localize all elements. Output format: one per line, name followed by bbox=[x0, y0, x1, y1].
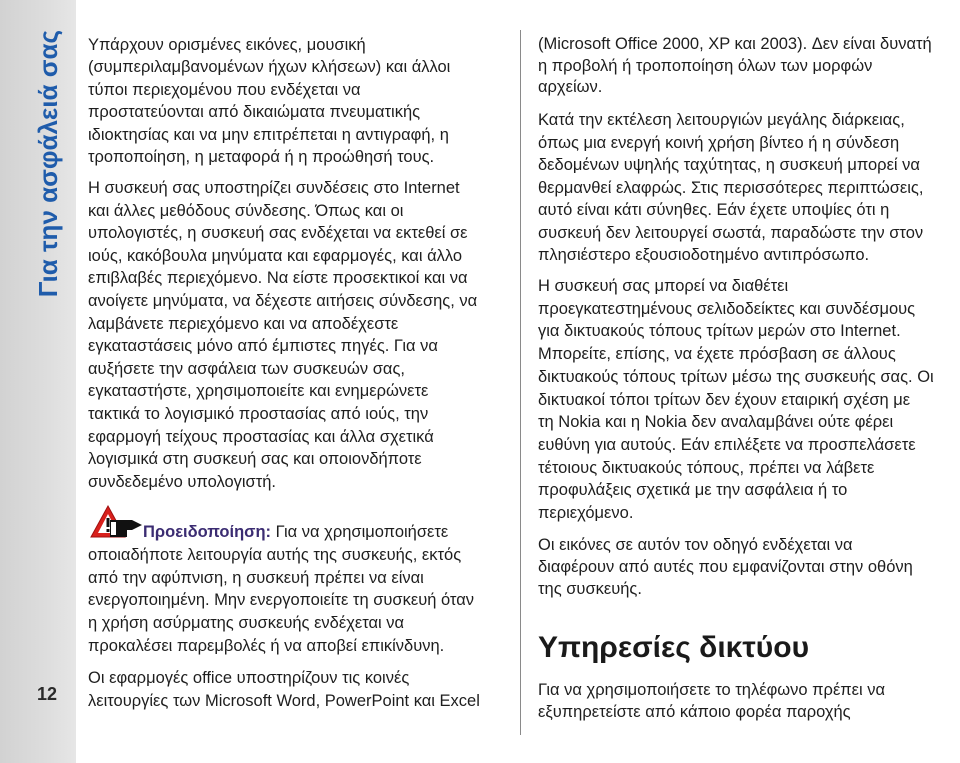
text-line: (Microsoft Office 2000, XP και 2003). Δεν είναι δυνατή bbox=[538, 35, 932, 53]
text-line: Η συσκευή σας μπορεί να διαθέτει bbox=[538, 277, 789, 295]
text-line: προκαλέσει παρεμβολές ή να αποβεί επικίνδυνη. bbox=[88, 636, 445, 655]
warning-label: Προειδοποίηση: bbox=[143, 523, 272, 541]
warning-block bbox=[88, 521, 474, 658]
text-line: προφυλάξεις σχετικά με την ασφάλεια ή το bbox=[538, 481, 848, 500]
text-line: τη Nokia και η Nokia δεν αναλαμβάνει ούτε φέρει bbox=[538, 413, 894, 432]
text-line: αυτό είναι κάτι σύνηθες. Εάν έχετε υποψίες ότι η bbox=[538, 201, 890, 219]
warning-first-line bbox=[88, 521, 474, 544]
text-line: Οι εφαρμογές office υποστηρίζουν τις κοινές bbox=[88, 669, 410, 687]
text-line: εφαρμογή τείχους προστασίας και άλλα σχετικά bbox=[88, 427, 434, 446]
text-line: (συμπεριλαμβανομένων ήχων κλήσεων) και άλλοι bbox=[88, 58, 451, 77]
text-line: Για να χρησιμοποιήσετε το τηλέφωνο πρέπει να bbox=[538, 681, 886, 699]
text-line: συνδεδεμένο υπολογιστή. bbox=[88, 472, 277, 491]
text-line: επιβλαβές περιεχόμενο. Να είστε προσεκτικοί και να bbox=[88, 269, 468, 288]
text-line: τακτικά το λογισμικό προστασίας από ιούς, την bbox=[88, 404, 429, 423]
text-line: συσκευή δεν λειτουργεί σωστά, παραδώστε την στον bbox=[538, 223, 924, 242]
text-line: ιδιοκτησίας και να μην επιτρέπεται η αντιγραφή, η bbox=[88, 125, 449, 144]
text-line: όπως μια ενεργή κοινή χρήση βίντεο ή η σύνδεση bbox=[538, 133, 900, 152]
text-line: προστατεύονται από δικαιώματα πνευματικής bbox=[88, 103, 421, 122]
left-paragraph-2 bbox=[88, 177, 477, 493]
text-line: εγκαταστήστε, χρησιμοποιείτε και ενημερώνετε bbox=[88, 382, 429, 401]
text-line: ευθύνη για αυτούς. Εάν επιλέξετε να προσπελάσετε bbox=[538, 435, 916, 454]
text-line: τροποποίηση, η μεταφορά ή η προώθησή τους. bbox=[88, 148, 435, 167]
text-line: η χρήση ασύρματης συσκευής ενδέχεται να bbox=[88, 614, 405, 633]
text-line: από την αφύπνιση, η συσκευή πρέπει να είναι bbox=[88, 568, 424, 587]
left-paragraph-4 bbox=[88, 667, 480, 712]
page-number: 12 bbox=[37, 684, 58, 704]
text-line: τέτοιους δικτυακούς τόπους, πρέπει να λάβετε bbox=[538, 458, 875, 477]
text-line: της συσκευής. bbox=[538, 580, 642, 598]
text-line: λαμβάνετε περιεχόμενο και να αποδέχεστε bbox=[88, 314, 399, 333]
text-line: υπολογιστές, η συσκευή σας ενδέχεται να εκτεθεί σε bbox=[88, 224, 468, 243]
right-paragraph-2 bbox=[538, 109, 923, 267]
text-line: θερμανθεί ελαφρώς. Στις περισσότερες περιπτώσεις, bbox=[538, 178, 924, 197]
text-line: εξυπηρετείστε από κάποιο φορέα παροχής bbox=[538, 703, 851, 721]
text-line: Κατά την εκτέλεση λειτουργιών μεγάλης διάρκειας, bbox=[538, 111, 905, 129]
text-line: εγκαταστάσεις μόνο από έμπιστες πηγές. Για να bbox=[88, 337, 438, 356]
text-line: δικτυακούς τόπους τρίτων μέσω της συσκευής σας. Οι bbox=[538, 367, 934, 386]
text-line: λειτουργίες των Microsoft Word, PowerPoint και Excel bbox=[88, 691, 480, 710]
text-line: διαφέρουν από αυτές που εμφανίζονται στην οθόνη bbox=[538, 558, 913, 576]
right-paragraph-4 bbox=[538, 534, 913, 600]
text-line: για δικτυακούς τόπους τρίτων μερών στο Internet. bbox=[538, 322, 901, 341]
text-line: Υπάρχουν ορισμένες εικόνες, μουσική bbox=[88, 36, 366, 54]
text-line: Μπορείτε, επίσης, να έχετε πρόσβαση σε άλλους bbox=[538, 345, 896, 364]
section-title: Για την ασφάλειά σας bbox=[33, 30, 63, 298]
text-line: Οι εικόνες σε αυτόν τον οδηγό ενδέχεται να bbox=[538, 536, 853, 554]
text-line: τύποι περιεχομένου που ενδέχεται να bbox=[88, 80, 361, 99]
right-paragraph-1 bbox=[538, 34, 932, 99]
warning-text: Για να χρησιμοποιήσετε bbox=[271, 523, 449, 541]
right-paragraph-3 bbox=[538, 275, 934, 525]
text-line: ενεργοποιημένη. Μην ενεργοποιείτε τη συσκευή όταν bbox=[88, 591, 475, 610]
text-line: περιεχόμενο. bbox=[538, 504, 634, 523]
text-line: δεδομένων υψηλής ταχύτητας, η συσκευή μπορεί να bbox=[538, 156, 920, 174]
text-line: οποιαδήποτε λειτουργία αυτής της συσκευής, εκτός bbox=[88, 545, 462, 564]
text-line: προεγκατεστημένους σελιδοδείκτες και συνδέσμους bbox=[538, 299, 916, 318]
text-line: και άλλες μεθόδους σύνδεσης. Όπως και οι bbox=[88, 201, 404, 220]
right-paragraph-5 bbox=[538, 679, 885, 723]
text-line: ανοίγετε μηνύματα, να δέχεστε αιτήσεις σύνδεσης, να bbox=[88, 291, 478, 310]
text-line: αυξήσετε την ασφάλεια των συσκευών σας, bbox=[88, 359, 406, 378]
left-paragraph-1 bbox=[88, 34, 450, 168]
text-line: αρχείων. bbox=[538, 78, 603, 97]
text-line: ιούς, κακόβουλα μηνύματα και εφαρμογές, και άλλο bbox=[88, 246, 463, 265]
column-divider bbox=[520, 30, 521, 735]
text-line: λογισμικά στη συσκευή σας και οποιονδήποτε bbox=[88, 450, 422, 469]
text-line: Η συσκευή σας υποστηρίζει συνδέσεις στο Internet bbox=[88, 179, 460, 197]
text-line: πλησιέστερο εξουσιοδοτημένο αντιπρόσωπο. bbox=[538, 246, 870, 264]
text-line: δικτυακοί τόποι τρίτων δεν έχουν εταιρική σχέση με bbox=[538, 390, 911, 409]
section-heading: Υπηρεσίες δικτύου bbox=[538, 631, 810, 664]
sidebar bbox=[0, 0, 76, 763]
text-line: η προβολή ή τροποποίηση όλων των μορφών bbox=[538, 56, 873, 75]
